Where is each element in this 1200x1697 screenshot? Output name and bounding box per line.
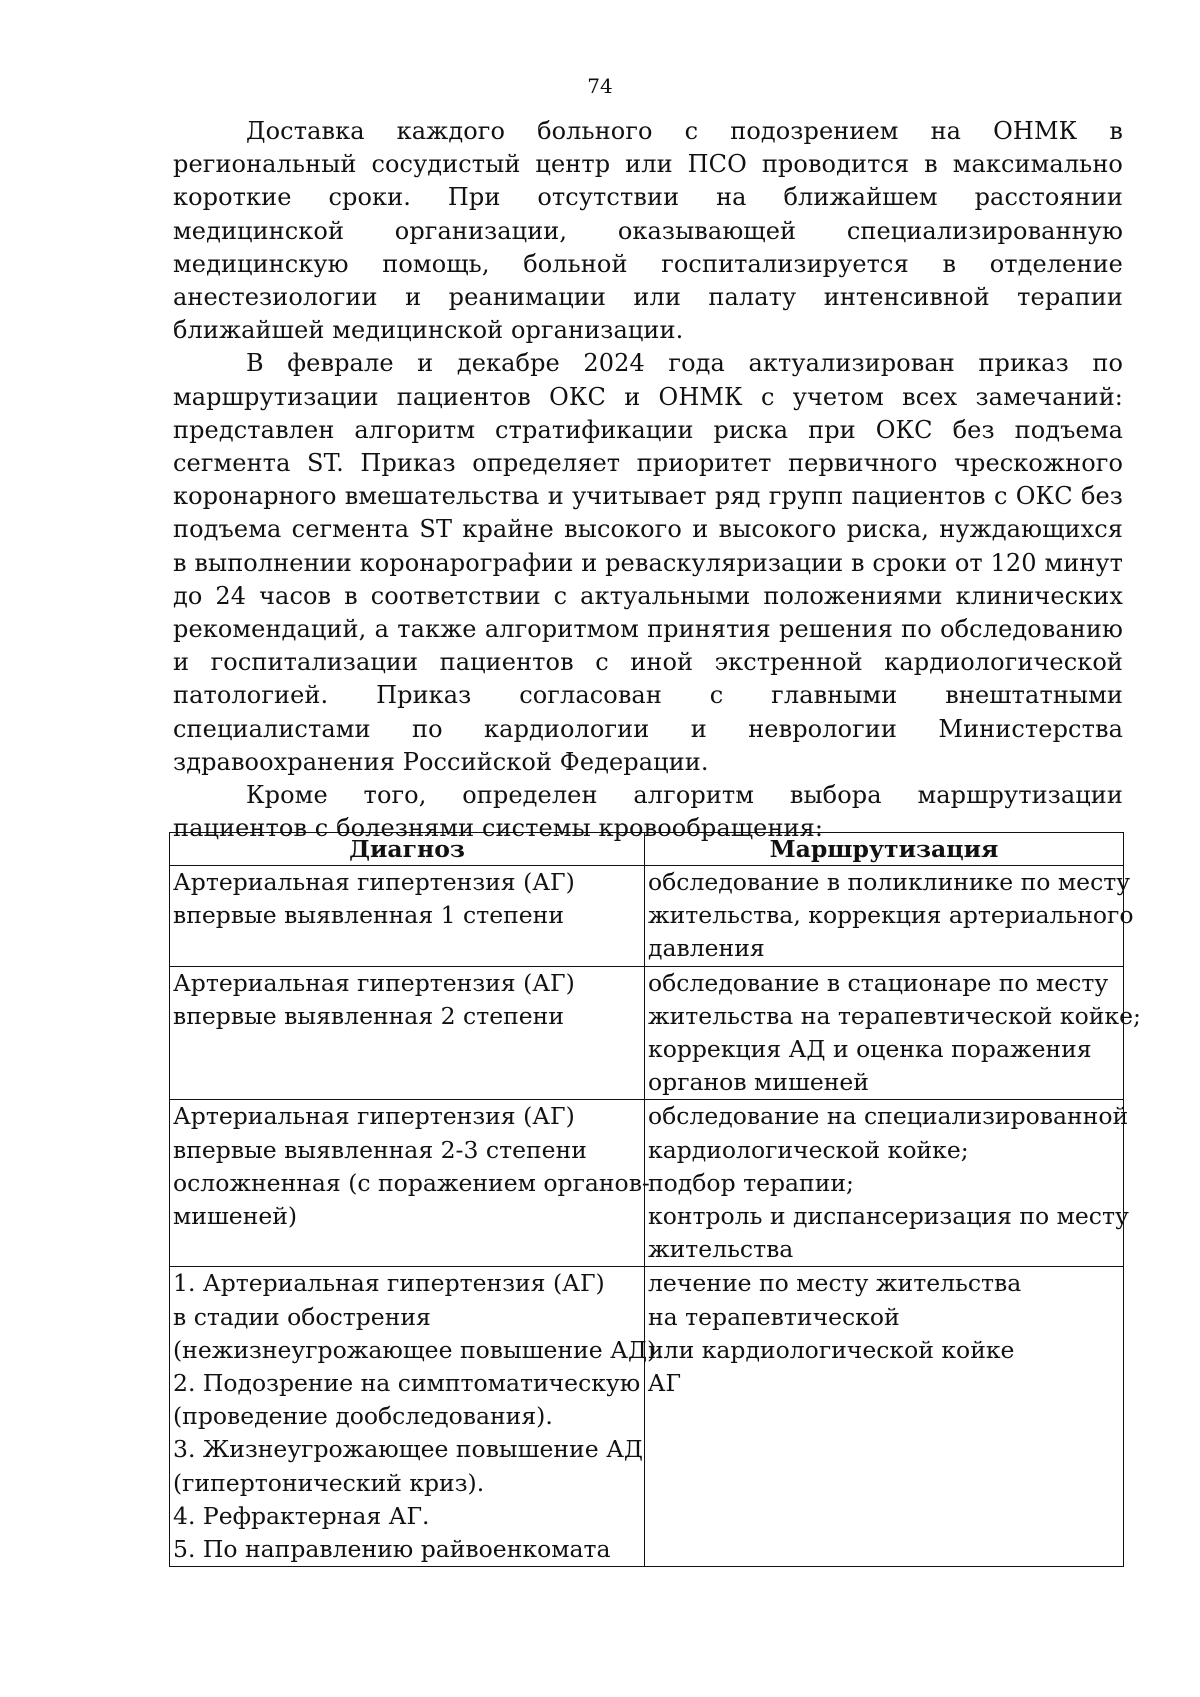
diagnosis-cell-line: впервые выявленная 2 степени [173,1001,564,1030]
routing-cell-line: жительства [648,1235,794,1264]
diagnosis-cell-line: 3. Жизнеугрожающее повышение АД [173,1435,643,1464]
diagnosis-cell-line: Артериальная гипертензия (АГ) [173,968,575,997]
table-row [170,1100,1124,1267]
routing-cell-line: органов мишеней [648,1068,869,1097]
routing-cell-line: кардиологической койке; [648,1135,969,1164]
routing-cell-line: обследование в поликлинике по месту [648,868,1131,896]
table-row [170,866,1124,967]
routing-cell-line: подбор терапии; [648,1168,854,1197]
diagnosis-cell-line: 5. По направлению райвоенкомата [173,1535,611,1564]
diagnosis-cell-line: Артериальная гипертензия (АГ) [173,868,575,896]
diagnosis-cell [170,866,645,967]
diagnosis-cell-line: мишеней) [173,1202,298,1231]
routing-cell-line: лечение по месту жительства [648,1269,1022,1298]
table-body [170,866,1141,1567]
diagnosis-cell-line: (гипертонический криз). [173,1468,485,1497]
page-number: 74 [587,74,613,98]
routing-table [169,832,1141,1567]
diagnosis-cell-line: Артериальная гипертензия (АГ) [173,1102,575,1131]
table-header-row [170,833,1124,866]
diagnosis-cell [170,1100,650,1267]
routing-cell [645,866,1134,967]
paragraph: Доставка каждого больного с подозрением на ОНМК в региональный сосудистый центр или ПСО проводится в максимально короткие сроки. При отсутствии на ближайшем расстоянии медицинской организации, оказывающей специализированную медицинскую помощь, больной госпитализируется в отделение анестезиологии и реанимации или палату интенсивной терапии ближайшей медицинской организации. [173,117,1123,345]
routing-cell-line: контроль и диспансеризация по месту [648,1202,1129,1231]
routing-cell-line: жительства на терапевтической койке; [648,1001,1141,1030]
diagnosis-cell-line: 4. Рефрактерная АГ. [173,1501,430,1530]
routing-cell-line: или кардиологической койке [648,1335,1015,1364]
diagnosis-cell-line: 1. Артериальная гипертензия (АГ) [173,1269,605,1298]
routing-cell-line: коррекция АД и оценка поражения [648,1035,1092,1064]
routing-cell [645,1100,1129,1267]
diagnosis-cell-line: в стадии обострения [173,1302,431,1331]
routing-cell-line: давления [648,934,765,963]
diagnosis-cell [170,1267,682,1567]
diagnosis-cell-line: (проведение дообследования). [173,1402,553,1431]
paragraph: Кроме того, определен алгоритм выбора маршрутизации пациентов с болезнями системы кровообращения: [173,781,1123,843]
routing-cell-line: жительства, коррекция артериального [648,901,1134,930]
routing-cell [645,1267,1124,1567]
routing-cell-line: обследование в стационаре по месту [648,968,1109,997]
diagnosis-cell-line: (нежизнеугрожающее повышение АД). [173,1335,664,1364]
diagnosis-cell-line: 2. Подозрение на симптоматическую АГ [173,1369,682,1398]
routing-cell [645,966,1141,1100]
body-text [173,115,1123,845]
table-row [170,966,1124,1100]
header-routing: Маршрутизация [645,833,1124,866]
paragraph: В феврале и декабре 2024 года актуализирован приказ по маршрутизации пациентов ОКС и ОНМК с учетом всех замечаний: представлен алгоритм стратификации риска при ОКС без подъема сегмента ST. Приказ определяет приоритет первичного чрескожного коронарного вмешательства и учитывает ряд групп пациентов с ОКС без подъема сегмента ST крайне высокого и высокого риска, нуждающихся в выполнении коронарографии и реваскуляризации в сроки от 120 минут до 24 часов в соответствии с актуальными положениями клинических рекомендаций, а также алгоритмом принятия решения по обследованию и госпитализации пациентов с иной экстренной кардиологической патологией. Приказ согласован с главными внештатными специалистами по кардиологии и неврологии Министерства здравоохранения Российской Федерации. [173,349,1123,776]
routing-cell-line: обследование на специализированной [648,1102,1129,1131]
header-diagnosis: Диагноз [170,833,645,866]
routing-cell-line: на терапевтической [648,1302,900,1331]
diagnosis-cell-line: впервые выявленная 1 степени [173,901,564,930]
table-row [170,1267,1124,1567]
diagnosis-cell-line: осложненная (с поражением органов- [173,1168,650,1197]
diagnosis-cell [170,966,645,1100]
diagnosis-cell-line: впервые выявленная 2-3 степени [173,1135,587,1164]
